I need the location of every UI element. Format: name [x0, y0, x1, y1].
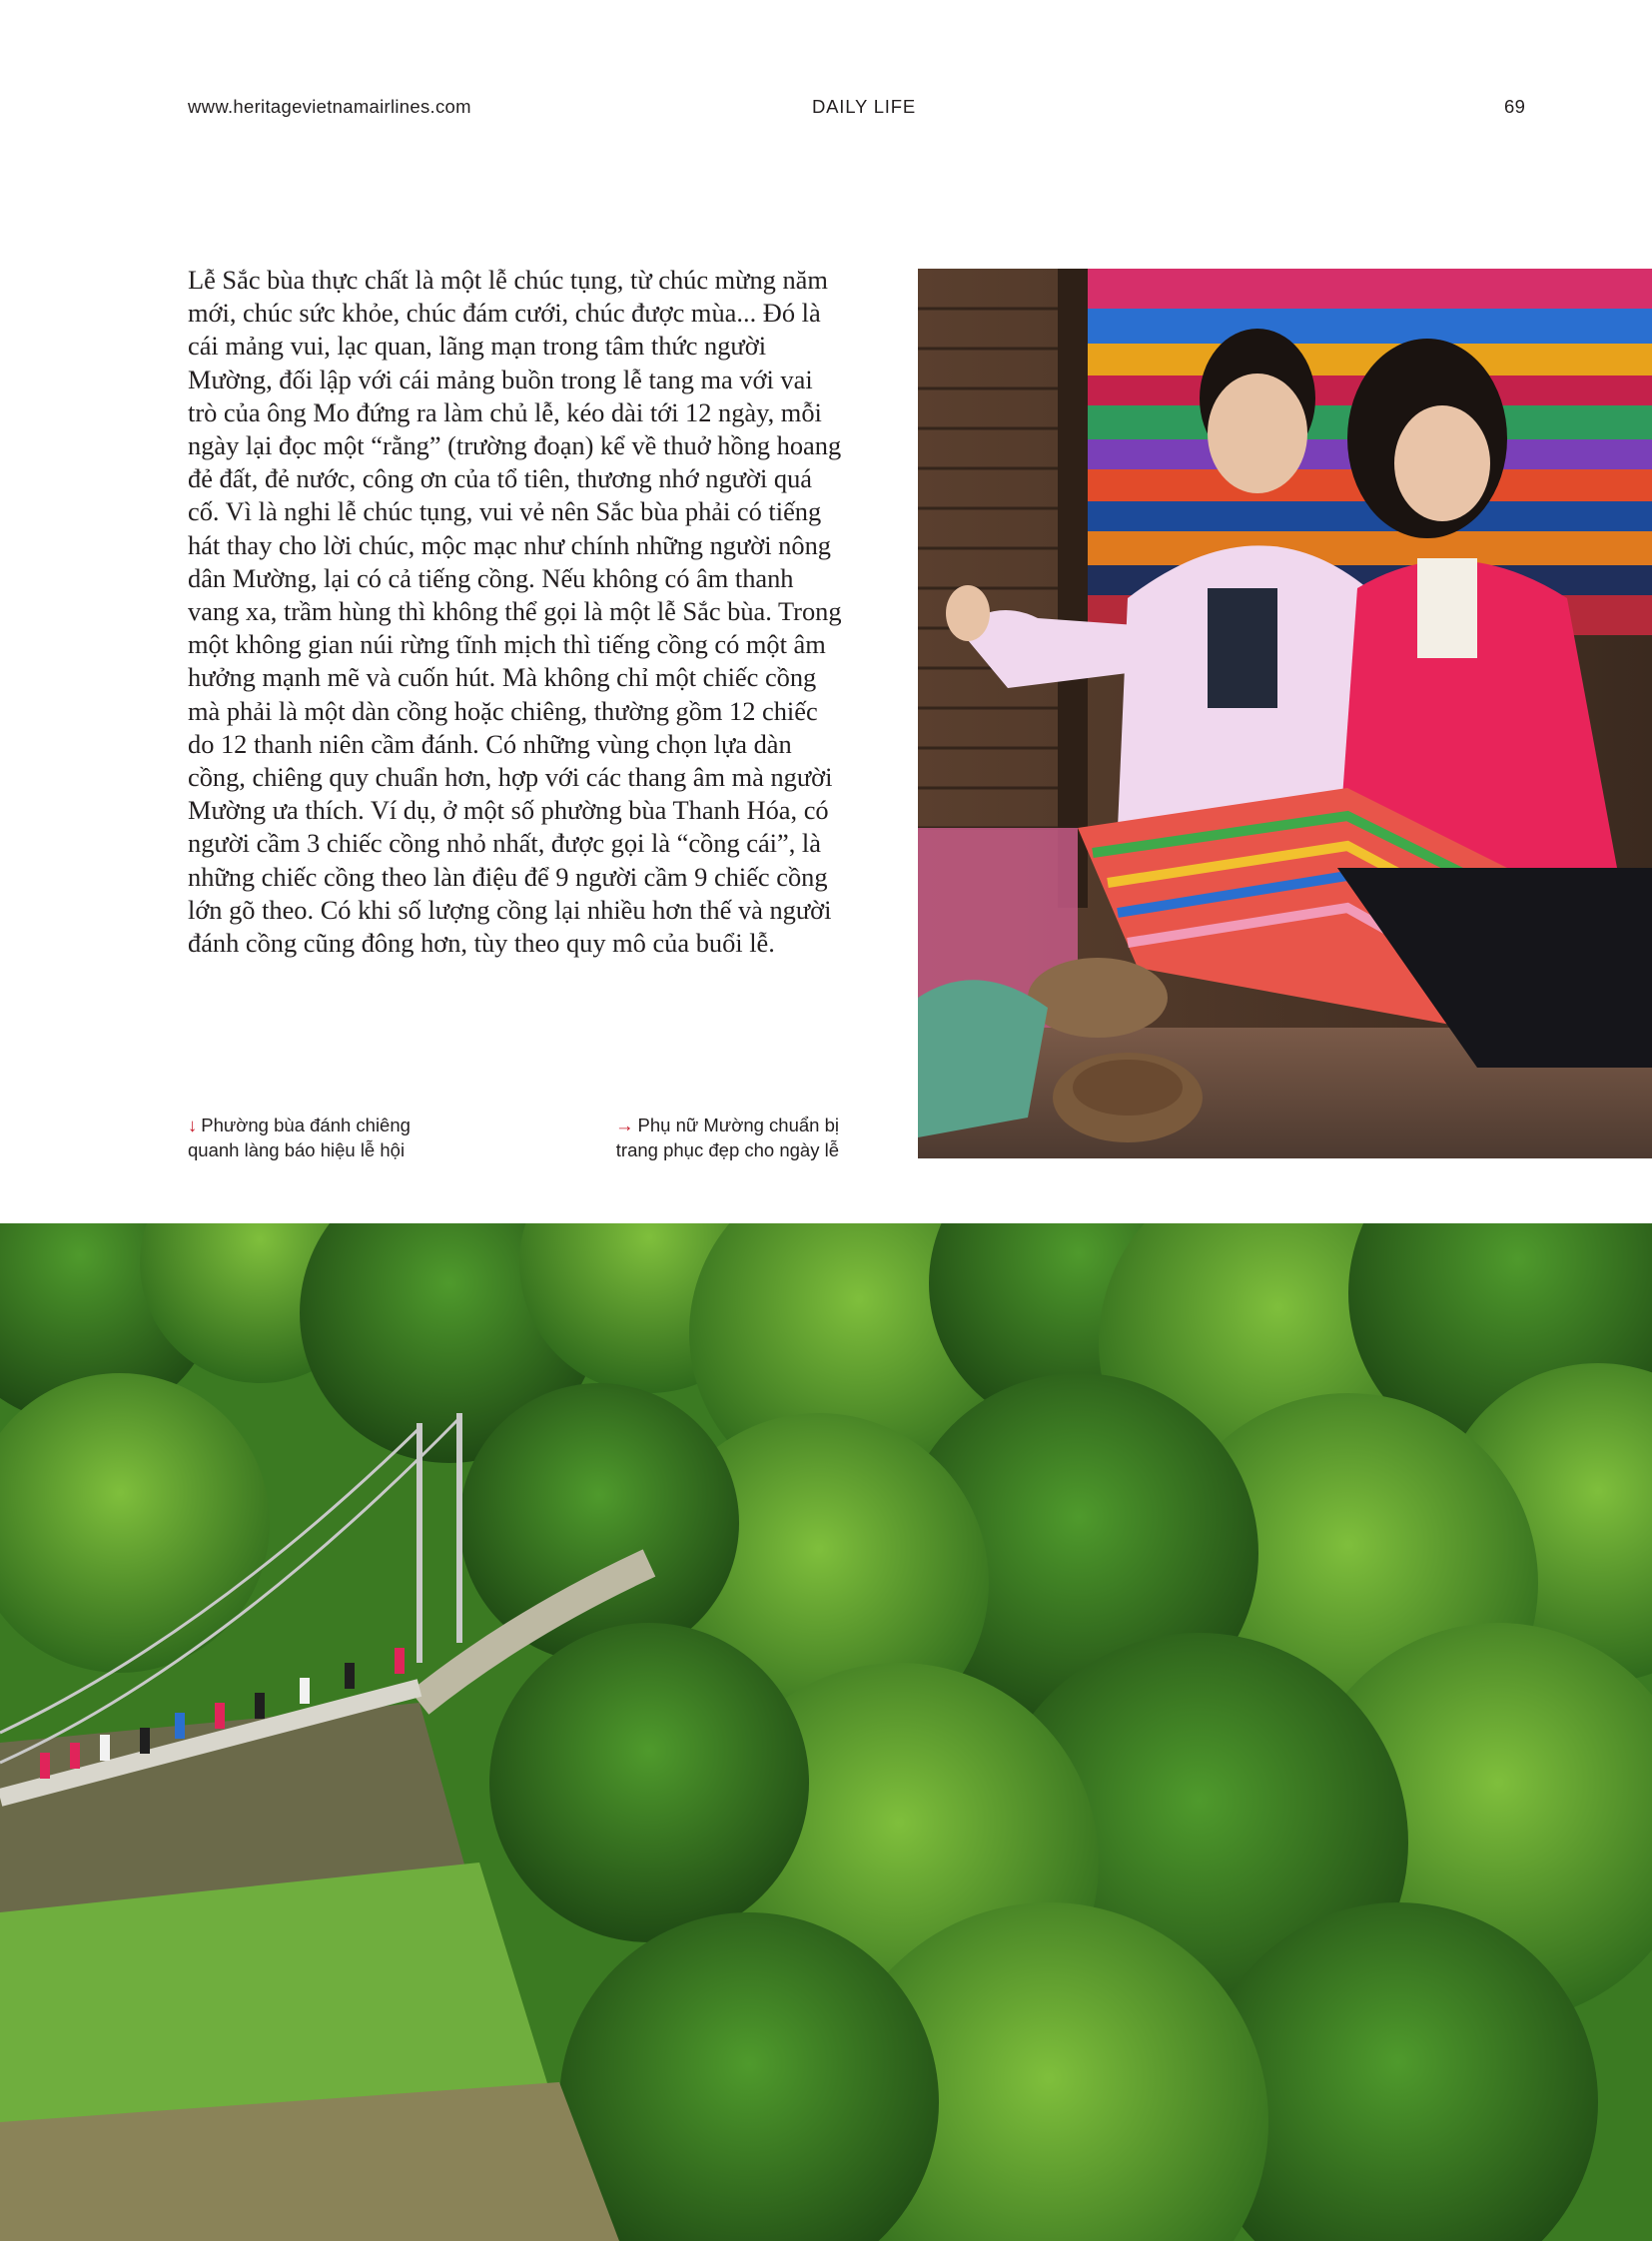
- photo-forest-bridge: [0, 1223, 1652, 2241]
- article-paragraph: Lễ Sắc bùa thực chất là một lễ chúc tụng, từ chúc mừng năm mới, chúc sức khỏe, chúc đám cưới, chúc được mùa... Đó là cái mảng vui, lạc quan, lãng mạn trong tâm thức người Mường, đối lập với cái mảng buồn trong lễ tang ma với vai trò của ông Mo đứng ra làm chủ lễ, kéo dài tới 12 ngày, mỗi ngày lại đọc một “rằng” (trường đoạn) kể về thuở hồng hoang đẻ đất, đẻ nước, công ơn của tổ tiên, thương nhớ người quá cố. Vì là nghi lễ chúc tụng, vui vẻ nên Sắc bùa phải có tiếng hát thay cho lời chúc, mộc mạc như chính những người nông dân Mường, lại có cả tiếng cồng. Nếu không có âm thanh vang xa, trầm hùng thì không thể gọi là một lễ Sắc bùa. Trong một không gian núi rừng tĩnh mịch thì tiếng cồng có một âm hưởng mạnh mẽ và cuốn hút. Mà không chỉ một chiếc cồng mà phải là một dàn cồng hoặc chiêng, thường gồm 12 chiếc do 12 thanh niên cầm đánh. Có những vùng chọn lựa dàn cồng, chiêng quy chuẩn hơn, hợp với các thang âm mà người Mường ưa thích. Ví dụ, ở một số phường bùa Thanh Hóa, có người cầm 3 chiếc cồng nhỏ nhất, được gọi là “cồng cái”, là những chiếc cồng theo làn điệu để 9 người cầm 9 chiếc cồng lớn gõ theo. Có khi số lượng cồng lại nhiều hơn thế và người đánh cồng cũng đông hơn, tùy theo quy mô của buổi lễ.: [188, 265, 842, 959]
- photo-muong-women: [918, 269, 1652, 1158]
- arrow-down-icon: ↓: [188, 1115, 198, 1135]
- page-number: 69: [1504, 96, 1526, 117]
- caption-right-text: Phụ nữ Mường chuẩn bị trang phục đẹp cho ngày lễ: [615, 1115, 839, 1160]
- caption-left-text: Phường bùa đánh chiêng quanh làng báo hiệu lễ hội: [188, 1115, 411, 1160]
- caption-left: [188, 1113, 447, 1162]
- site-url: www.heritagevietnamairlines.com: [188, 96, 471, 117]
- section-title: DAILY LIFE: [812, 96, 916, 117]
- article-body: [188, 264, 847, 960]
- arrow-right-icon: →: [615, 1115, 634, 1135]
- caption-right: [599, 1113, 839, 1162]
